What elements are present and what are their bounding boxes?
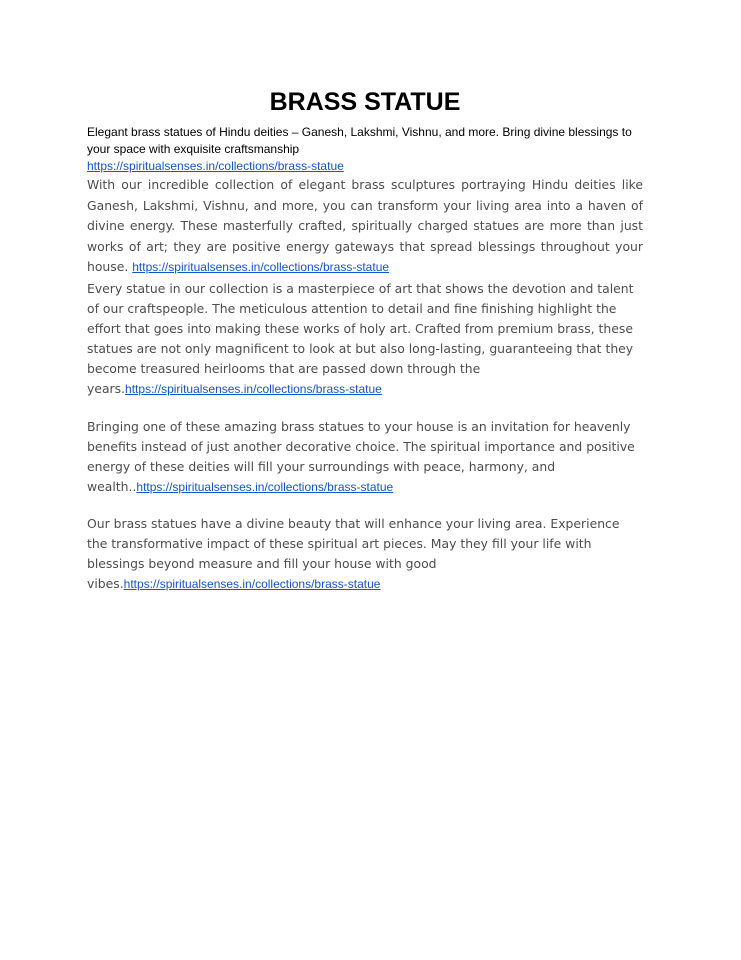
paragraph-4-link[interactable]: https://spiritualsenses.in/collections/brass-statue — [123, 576, 381, 591]
document-body — [87, 86, 643, 594]
paragraph-1-text: With our incredible collection of elegant brass sculptures portraying Hindu deities like Ganesh, Lakshmi, Vishnu, and more, you can transform your living area into a haven of divine energy. These masterfully crafted, spiritually charged statues are more than just works of art; they are positive energy gateways that spread blessings throughout your house. — [87, 177, 643, 275]
intro-link[interactable]: https://spiritualsenses.in/collections/brass-statue — [87, 159, 344, 173]
paragraph-3-link[interactable]: https://spiritualsenses.in/collections/brass-statue — [136, 479, 394, 494]
paragraph-4 — [87, 514, 643, 594]
paragraph-3-text: Bringing one of these amazing brass statues to your house is an invitation for heavenly benefits instead of just another decorative choice. The spiritual importance and positive energy of these deities will fill your surroundings with peace, harmony, and wealth.. — [87, 418, 635, 494]
paragraph-1-link[interactable]: https://spiritualsenses.in/collections/brass-statue — [132, 260, 390, 275]
paragraph-3 — [87, 417, 643, 497]
paragraph-1 — [87, 175, 643, 278]
page-title: BRASS STATUE — [269, 88, 461, 116]
paragraph-4-text: Our brass statues have a divine beauty that will enhance your living area. Experience the transformative impact of these spiritual art pieces. May they fill your life with blessings beyond measure and fill your house with good vibes. — [87, 515, 620, 591]
intro-text: Elegant brass statues of Hindu deities – Ganesh, Lakshmi, Vishnu, and more. Bring divine blessings to your space with exquisite craftsmanship — [87, 125, 632, 156]
paragraph-2 — [87, 279, 643, 399]
paragraph-2-text: Every statue in our collection is a masterpiece of art that shows the devotion and talent of our craftspeople. The meticulous attention to detail and fine finishing highlight the effort that goes into making these works of holy art. Crafted from premium brass, these statues are not only magnificent to look at but also long-lasting, guaranteeing that they become treasured heirlooms that are passed down through the years. — [87, 280, 634, 396]
paragraph-2-link[interactable]: https://spiritualsenses.in/collections/brass-statue — [125, 381, 382, 396]
